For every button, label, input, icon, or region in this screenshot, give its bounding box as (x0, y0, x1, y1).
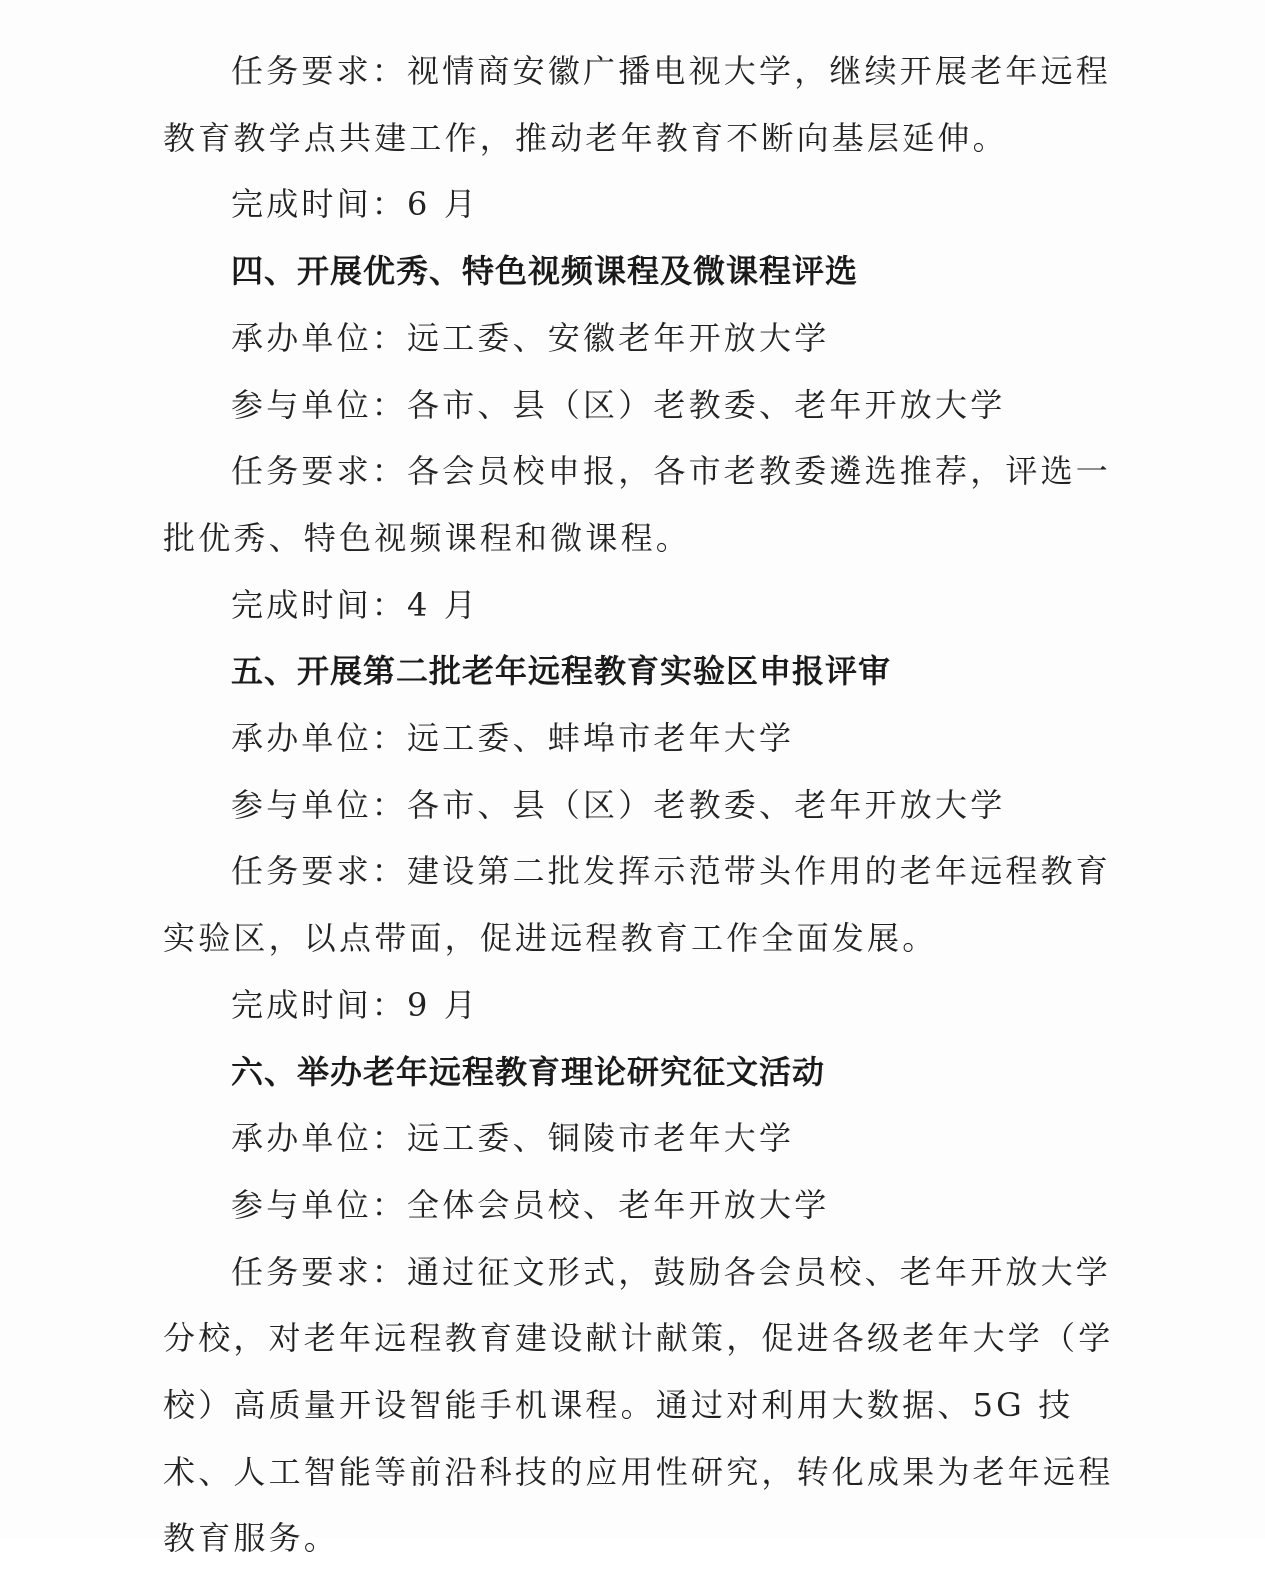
paragraph-participants-4: 参与单位：各市、县（区）老教委、老年开放大学 (231, 385, 1006, 424)
paragraph-task-requirement-4: 任务要求：各会员校申报，各市老教委遴选推荐，评选一批优秀、特色视频课程和微课程。 (163, 452, 1112, 557)
paragraph-completion-time-3: 完成时间：6 月 (231, 185, 480, 224)
document-body (163, 38, 1118, 1572)
paragraph-participants-5: 参与单位：各市、县（区）老教委、老年开放大学 (231, 785, 1006, 824)
section-heading-6: 六、举办老年远程教育理论研究征文活动 (231, 1052, 826, 1091)
section-heading-5: 五、开展第二批老年远程教育实验区申报评审 (231, 652, 892, 691)
paragraph-organizer-6: 承办单位：远工委、铜陵市老年大学 (231, 1119, 795, 1158)
section-heading-4: 四、开展优秀、特色视频课程及微课程评选 (231, 252, 859, 291)
paragraph-task-requirement-6: 任务要求：通过征文形式，鼓励各会员校、老年开放大学分校，对老年远程教育建设献计献策，促进各级老年大学（学校）高质量开设智能手机课程。通过对利用大数据、5G 技术、人工智能等前沿科技的应用性研究，转化成果为老年远程教育服务。 (163, 1252, 1114, 1558)
paragraph-completion-time-4: 完成时间：4 月 (231, 585, 480, 624)
paragraph-task-requirement-5: 任务要求：建设第二批发挥示范带头作用的老年远程教育实验区，以点带面，促进远程教育工作全面发展。 (163, 852, 1112, 958)
paragraph-completion-time-5: 完成时间：9 月 (231, 985, 480, 1024)
paragraph-organizer-4: 承办单位：远工委、安徽老年开放大学 (231, 318, 830, 357)
paragraph-participants-6: 参与单位：全体会员校、老年开放大学 (231, 1185, 830, 1224)
paragraph-organizer-5: 承办单位：远工委、蚌埠市老年大学 (231, 719, 795, 758)
paragraph-task-requirement-3: 任务要求：视情商安徽广播电视大学，继续开展老年远程教育教学点共建工作，推动老年教育不断向基层延伸。 (163, 52, 1112, 157)
